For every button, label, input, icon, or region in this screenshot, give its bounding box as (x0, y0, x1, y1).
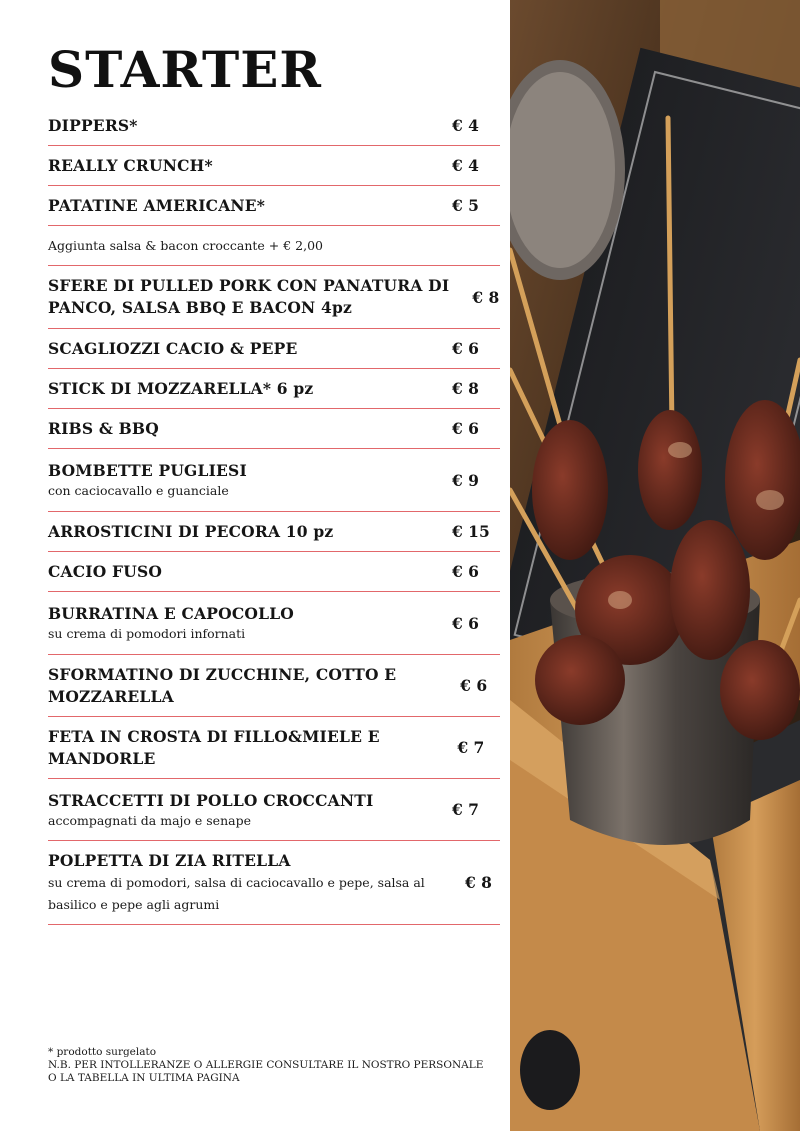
menu-item (48, 552, 500, 592)
frozen-note: * prodotto surgelato (48, 1046, 157, 1058)
item-price: € 6 (452, 613, 479, 633)
item-description: su crema di pomodori infornati (48, 626, 246, 641)
menu-item (48, 186, 500, 226)
menu-item (48, 369, 500, 409)
item-name: SFORMATINO DI ZUCCHINE, COTTO E MOZZARELLA (48, 664, 397, 706)
item-description: su crema di pomodori, salsa di caciocavallo e pepe, salsa al basilico e pepe agli agrumi (48, 874, 425, 912)
item-price: € 15 (452, 522, 490, 541)
item-price: € 7 (457, 738, 485, 757)
menu-item (48, 146, 500, 186)
footer-notes (48, 1046, 488, 1085)
item-price: € 6 (452, 562, 479, 581)
item-name: BURRATINA E CAPOCOLLO (48, 604, 295, 623)
item-price: € 5 (452, 196, 479, 215)
item-price: € 8 (464, 873, 492, 892)
skewers-photo-illustration (510, 0, 800, 1131)
item-price: € 6 (460, 676, 488, 695)
item-price: € 7 (452, 800, 479, 819)
item-name: BOMBETTE PUGLIESI (48, 461, 247, 480)
menu-item (48, 592, 500, 655)
item-name: RIBS & BBQ (48, 418, 159, 438)
page-title: STARTER (48, 40, 322, 99)
menu-note (48, 226, 500, 266)
item-name: SFERE DI PULLED PORK CON PANATURA DI PANCO, SALSA BBQ E BACON 4pz (48, 276, 450, 317)
item-name: CACIO FUSO (48, 561, 163, 581)
item-name: POLPETTA DI ZIA RITELLA (48, 850, 291, 870)
food-photo (510, 0, 800, 1131)
item-name: REALLY CRUNCH* (48, 155, 213, 175)
menu-item (48, 449, 500, 512)
item-name: STICK DI MOZZARELLA* 6 pz (48, 378, 314, 398)
menu-item (48, 655, 500, 717)
menu-item (48, 106, 500, 146)
menu-item (48, 779, 500, 841)
item-price: € 6 (452, 339, 479, 358)
item-name: SCAGLIOZZI CACIO & PEPE (48, 338, 298, 358)
item-name: PATATINE AMERICANE* (48, 195, 266, 215)
item-description: accompagnati da majo e senape (48, 812, 251, 828)
menu-item (48, 409, 500, 449)
menu-item (48, 329, 500, 369)
item-price: € 4 (452, 156, 479, 175)
menu-item (48, 266, 500, 329)
item-name: STRACCETTI DI POLLO CROCCANTI (48, 790, 374, 810)
item-price: € 9 (452, 470, 479, 490)
menu-list (48, 106, 500, 925)
item-name: DIPPERS* (48, 115, 138, 135)
item-price: € 6 (452, 419, 479, 438)
item-name: FETA IN CROSTA DI FILLO&MIELE E MANDORLE (48, 726, 380, 768)
item-price: € 8 (472, 287, 500, 307)
item-price: € 8 (452, 379, 479, 398)
item-note: Aggiunta salsa & bacon croccante + € 2,00 (48, 237, 323, 253)
item-name: ARROSTICINI DI PECORA 10 pz (48, 521, 334, 541)
item-description: con caciocavallo e guanciale (48, 483, 229, 498)
menu-item (48, 512, 500, 552)
menu-item (48, 841, 500, 925)
menu-item (48, 717, 500, 779)
item-price: € 4 (452, 116, 479, 135)
allergy-note: N.B. PER INTOLLERANZE O ALLERGIE CONSULTARE IL NOSTRO PERSONALE O LA TABELLA IN ULTIMA PAGINA (48, 1059, 484, 1084)
